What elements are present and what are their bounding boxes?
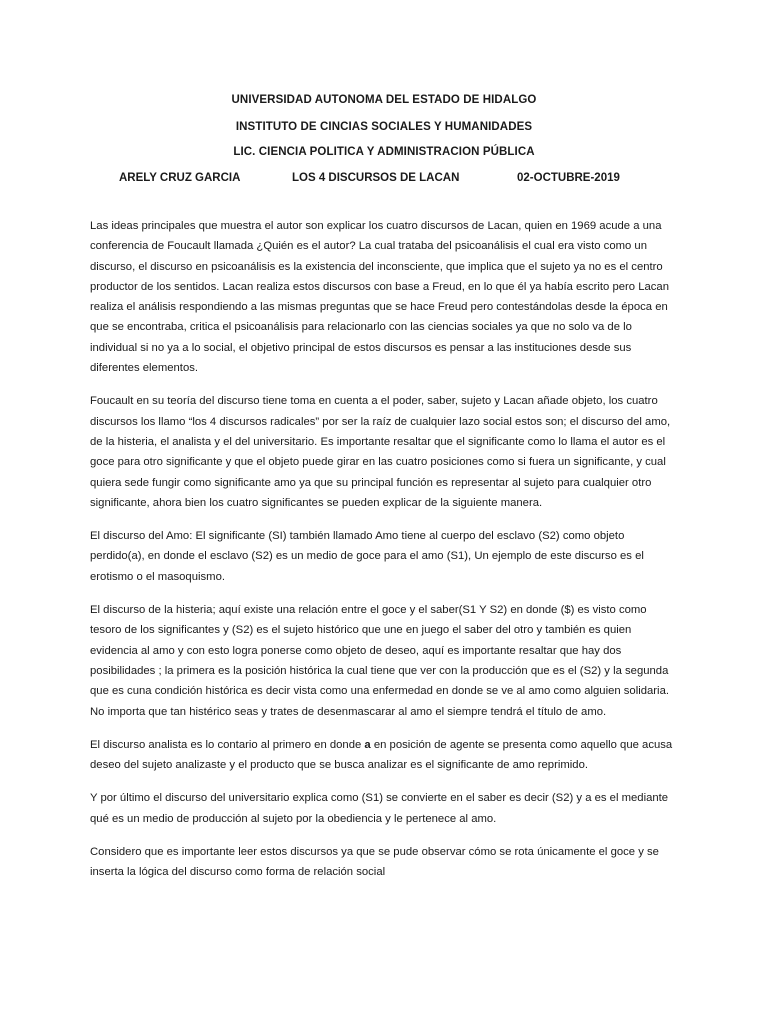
program-heading: LIC. CIENCIA POLITICA Y ADMINISTRACION PÚBLICA (233, 146, 535, 158)
analista-text-end: en posición de agente se presenta como aquello que acusa deseo del sujeto analizaste y el producto que se busca analizar es el significante de amo reprimido. (90, 738, 673, 772)
paragraph-conclusion: Considero que es importante leer estos discursos ya que se pude observar cómo se rota únicamente el goce y se inserta la lógica del discurso como forma de relación social (90, 846, 659, 879)
paragraph-intro: Las ideas principales que muestra el autor son explicar los cuatro discursos de Lacan, quien en 1969 acude a una conferencia de Foucault llamada ¿Quién es el autor? La cual trataba del psicoanálisis el cual era visto como un discurso, el discurso en psicoanálisis es la existencia del inconsciente, que implica que el sujeto ya no es el centro productor de los sentidos. Lacan realiza estos discursos con base a Freud, en lo que él ya había escrito pero Lacan realiza el análisis respondiendo a las mismas preguntas que se hace Freud pero contestándolas desde la época en que se encontraba, critica el psicoanálisis para relacionarlo con las ciencias sociales ya que no solo va de lo individual si no ya a lo social, el objetivo principal de estos discursos es pensar a las instituciones desde sus diferentes elementos. (90, 220, 669, 375)
document-title: LOS 4 DISCURSOS DE LACAN (292, 172, 460, 184)
paragraph-analista (90, 735, 676, 776)
analista-bold-a: a (364, 738, 371, 751)
paragraph-histeria: El discurso de la histeria; aquí existe una relación entre el goce y el saber(S1 Y S2) en donde ($) es visto como tesoro de los significantes y (S2) es el sujeto histórico que une en juego el saber del otro y también es quien evidencia al amo y con esto logra ponerse como objeto de deseo, aquí es importante resaltar que hay dos posibilidades ; la primera es la posición histórica la cual tiene que ver con la producción que es el (S2) y la segunda que es cuna condición histórica es decir vista como una enfermedad en donde se ve al amo como alguien solidaria. No importa que tan histérico seas y trates de desenmascarar al amo el siempre tendrá el título de amo. (90, 604, 669, 718)
document-date: 02-OCTUBRE-2019 (517, 172, 620, 184)
author-name: ARELY CRUZ GARCIA (119, 172, 241, 184)
paragraph-universitario: Y por último el discurso del universitario explica como (S1) se convierte en el saber es decir (S2) y a es el mediante qué es un medio de producción al sujeto por la obediencia y le pertenece al amo. (90, 792, 669, 825)
university-heading: UNIVERSIDAD AUTONOMA DEL ESTADO DE HIDALGO (231, 94, 537, 106)
paragraph-amo: El discurso del Amo: El significante (SI) también llamado Amo tiene al cuerpo del esclavo (S2) como objeto perdido(a), en donde el esclavo (S2) es un medio de goce para el amo (S1), Un ejemplo de este discurso es el erotismo o el masoquismo. (90, 530, 644, 583)
paragraph-foucault: Foucault en su teoría del discurso tiene toma en cuenta a el poder, saber, sujeto y Lacan añade objeto, los cuatro discursos los llamo “los 4 discursos radicales” por ser la raíz de cualquier lazo social estos son; el discurso del amo, de la histeria, el analista y el del universitario. Es importante resaltar que el significante como lo llama el autor es el goce para otro significante y que el objeto puede girar en las cuatro posiciones como si fuera un significante, y cual quiera sede fungir como significante amo ya que su principal función es representar al sujeto para cualquier otro significante, ahora bien los cuatro significantes se pueden explicar de la siguiente manera. (90, 395, 671, 509)
analista-text-start: El discurso analista es lo contario al primero en donde (90, 738, 365, 751)
document-body (90, 216, 676, 896)
institute-heading: INSTITUTO DE CINCIAS SOCIALES Y HUMANIDADES (235, 121, 533, 133)
